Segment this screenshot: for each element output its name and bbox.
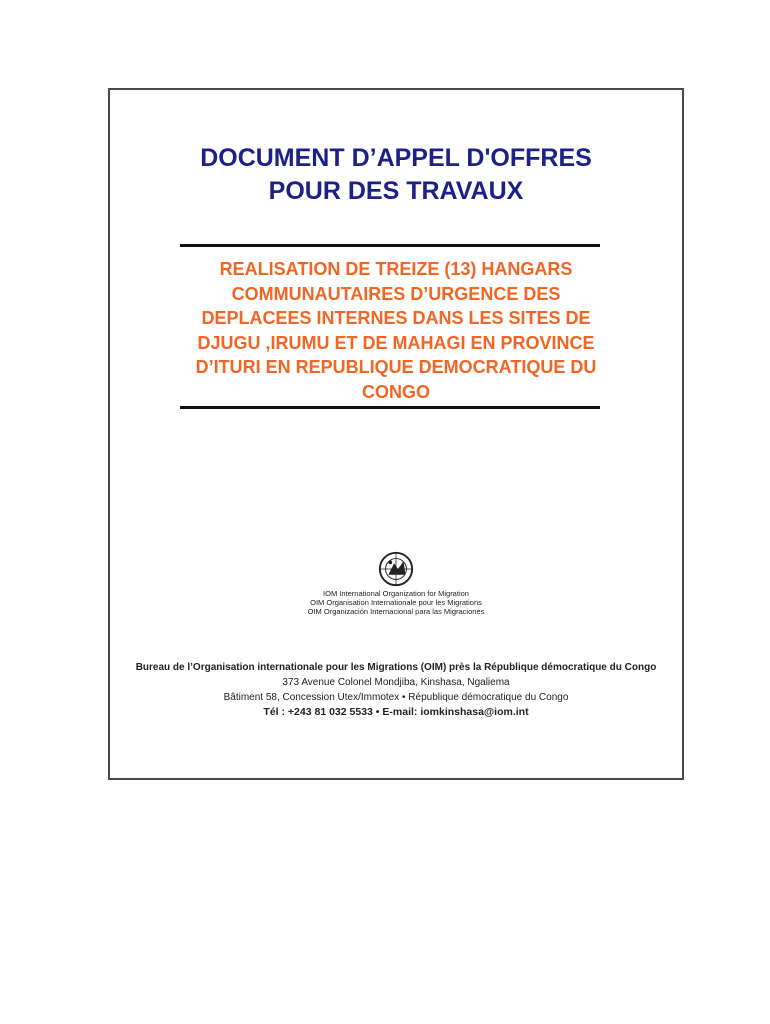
subtitle-line: DJUGU ,IRUMU ET DE MAHAGI EN PROVINCE (197, 332, 595, 353)
logo-line-es: OIM Organización Internacional para las Migraciones (307, 607, 485, 616)
logo-line-en: IOM International Organization for Migration (323, 589, 469, 598)
title-line-2: POUR DES TRAVAUX (268, 177, 524, 205)
office-name: Bureau de l’Organisation internationale pour les Migrations (OIM) près la République démocratique du Congo (135, 662, 657, 673)
subtitle-line: COMMUNAUTAIRES D’URGENCE DES (231, 283, 561, 304)
subtitle-line: CONGO (361, 381, 430, 402)
title-line-1: DOCUMENT D’APPEL D'OFFRES (200, 144, 592, 172)
iom-logo (110, 550, 682, 616)
divider-bottom (180, 406, 600, 409)
divider-top (180, 244, 600, 247)
cover-frame (108, 88, 684, 780)
subtitle-line: DEPLACEES INTERNES DANS LES SITES DE (201, 308, 591, 328)
street-address: 373 Avenue Colonel Mondjiba, Kinshasa, Ngaliema (282, 677, 510, 688)
building-address: Bâtiment 58, Concession Utex/Immotex • République démocratique du Congo (223, 692, 569, 703)
iom-globe-logo-icon (377, 550, 415, 588)
subtitle-line: D’ITURI EN REPUBLIQUE DEMOCRATIQUE DU (195, 357, 597, 377)
contact-info: Tél : +243 81 032 5533 • E-mail: iomkinshasa@iom.int (263, 706, 529, 718)
logo-text (110, 589, 682, 616)
project-subtitle (130, 257, 662, 404)
subtitle-line: REALISATION DE TREIZE (13) HANGARS (219, 259, 573, 279)
document-title (110, 142, 682, 208)
office-address (114, 660, 678, 720)
logo-line-fr: OIM Organisation Internationale pour les Migrations (310, 598, 482, 607)
